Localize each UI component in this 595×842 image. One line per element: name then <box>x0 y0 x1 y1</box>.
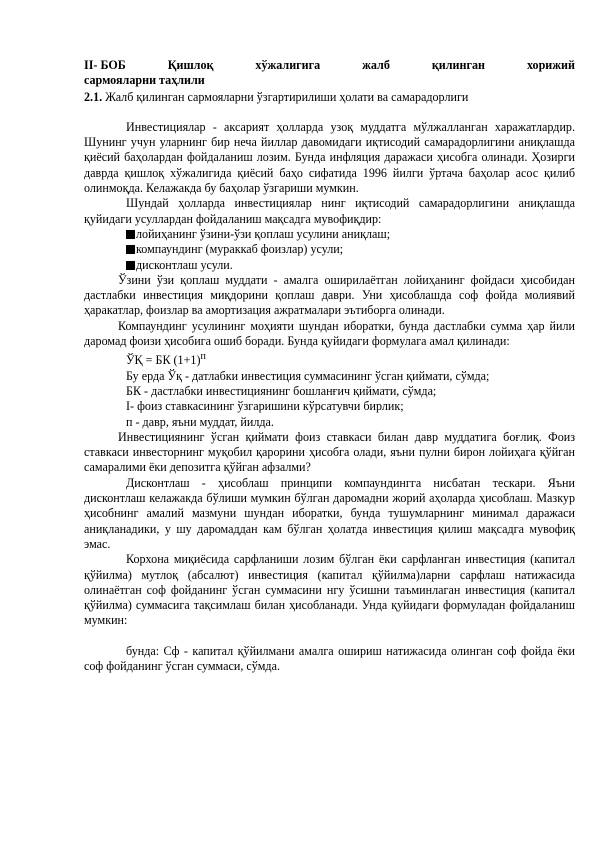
bullet-item <box>84 242 575 257</box>
document-page <box>84 58 575 674</box>
chapter-word: жалб <box>362 58 390 72</box>
chapter-word: II- БОБ <box>84 58 126 72</box>
bullet-item <box>84 258 575 273</box>
chapter-heading-line-2: сармояларни таҳлили <box>84 73 205 88</box>
chapter-heading-line-1 <box>84 58 575 73</box>
definition-line: БК - дастлабки инвестициянинг бошланғич қиймати, сўмда; <box>126 383 437 398</box>
section-title: Жалб қилинган сармояларни ўзгартирилиши ҳолати ва самарадорлиги <box>105 89 469 104</box>
paragraph-6: Дисконтлаш - ҳисоблаш принципи компаундингга нисбатан тескари. Яъни дисконтлаш келажакда бўлиши мумкин бўлган даромадни жорий аҳоларда ҳисоблаш. Мазкур ҳисобнинг амалий мазмуни шундан иборатки, бунда тушумларнинг минимал даражаси аниқланадики, у шу даромаддан кам бўлган ҳолатда инвестиция қилиш мақсадга мувофиқ эмас. <box>84 475 575 551</box>
paragraph-3: Ўзини ўзи қоплаш муддати - амалга оширилаётган лойиҳанинг фойдаси ҳисобидан дастлабки инвестиция миқдорини қоплаш даври. Уни ҳисоблашда соф фойда молиявий ҳаракатлар, фоизлар ва амортизация ажратмалари эътиборга олинади. <box>84 272 575 318</box>
formula-exponent: п <box>200 351 206 363</box>
chapter-heading <box>84 58 575 89</box>
bullet-text: дисконтлаш усули. <box>136 257 233 272</box>
definition-line: п - давр, яъни муддат, йилда. <box>126 414 274 429</box>
section-heading <box>84 90 575 105</box>
formula-text: ЎҚ = БК (1+1) <box>126 353 201 368</box>
paragraph-7: Корхона миқиёсида сарфланиши лозим бўлган ёки сарфланган инвестиция (капитал қўйилма) мутлоқ (абсалют) инвестиция (капитал қўйилма)ларни сарфлаш натижасида олинаётган соф фойданинг ўсган суммасини нгу ўсишни таъминлаган инвестиция (капитал қўйилма) суммасига тақсимлаш билан ҳисобланади. Унда қуйидаги формуладан фойдаланиш мумкин: <box>84 552 575 628</box>
chapter-word: Қишлоқ <box>167 58 214 72</box>
chapter-word: хўжалигига <box>255 58 321 72</box>
bullet-text: компаундинг (мураккаб фоизлар) усули; <box>136 242 344 257</box>
paragraph-8: бунда: Сф - капитал қўйилмани амалга ошириш натижасида олинган соф фойда ёки соф фойданинг ўсган суммаси, сўмда. <box>84 643 575 674</box>
paragraph-5: Инвестициянинг ўсган қиймати фоиз ставкаси билан давр муддатига боғлиқ. Фоиз ставкаси инвесторнинг муқобил қарорини ҳисобга олади, яъни пулни бирон лойиҳага қўйган самаралими ёки депозитга қўйган афзалми? <box>84 429 575 475</box>
formula <box>84 349 575 368</box>
paragraph-4: Компаундинг усулининг моҳияти шундан иборатки, бунда дастлабки сумма ҳар йили даромад фоизи ҳисобига ошиб боради. Бунда қуйидаги формулага амал қилинади: <box>84 318 575 349</box>
bullet-item <box>84 227 575 242</box>
square-bullet-icon <box>126 230 135 239</box>
square-bullet-icon <box>126 245 135 254</box>
chapter-word: хорижий <box>526 58 575 72</box>
spacer <box>84 105 575 120</box>
definition-line: I- фоиз ставкасининг ўзгаришини кўрсатувчи бирлик; <box>126 399 404 414</box>
chapter-word: қилинган <box>431 58 485 72</box>
paragraph-2: Шундай ҳолларда инвестициялар нинг иқтисодий самарадорлигини аниқлашда қуйидаги усуллардан фойдаланиш мақсадга мувофиқдир: <box>84 196 575 226</box>
square-bullet-icon <box>126 261 135 270</box>
definition-line: Бу ерда Ўқ - датлабки инвестиция суммасининг ўсган қиймати, сўмда; <box>126 368 490 383</box>
bullet-text: лойиҳанинг ўзини-ўзи қоплаш усулини аниқлаш; <box>136 226 391 241</box>
section-number: 2.1. <box>84 89 103 104</box>
paragraph-1: Инвестициялар - аксарият ҳолларда узоқ муддатга мўлжалланган харажатлардир. Шунинг учун уларнинг бир неча йиллар давомидаги иқтисодий самарадорлигини аниқлашда қиёсий баҳолардан фойдаланиш лозим. Бунда инфляция даражаси ҳисобга олинади. Ҳозирги даврда қишлоқ хўжалигида қиёсий баҳо сифатида 1996 йилги ўртача баҳолар асос қилиб олинмоқда. Келажакда бу баҳолар ўзгариши мумкин. <box>84 119 575 196</box>
spacer <box>84 629 575 644</box>
